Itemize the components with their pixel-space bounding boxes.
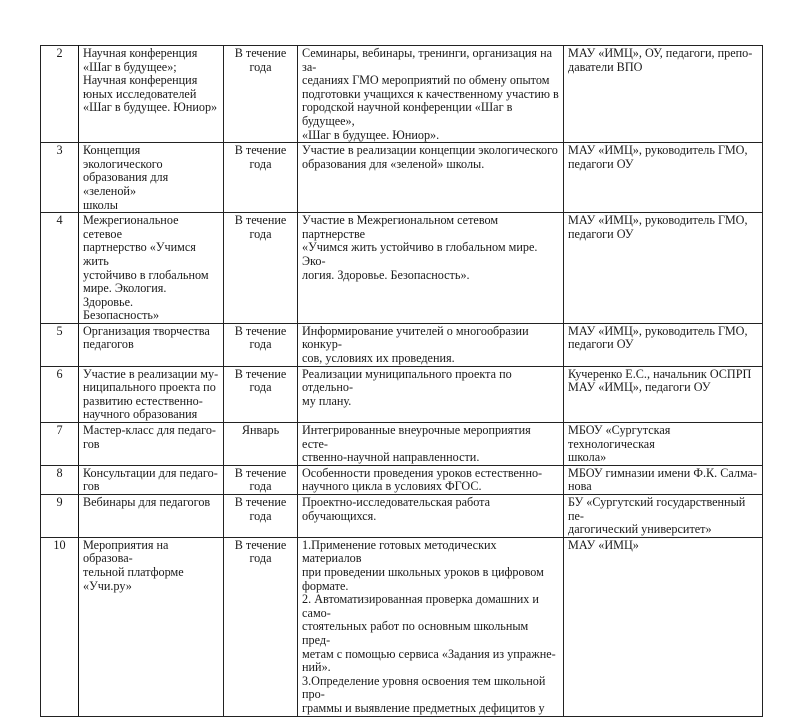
responsible-party: МАУ «ИМЦ» [564,537,763,716]
event-period: В течение года [224,143,298,213]
table-row [41,143,763,213]
table-row [41,213,763,324]
responsible-party: МАУ «ИМЦ», руководитель ГМО, педагоги ОУ [564,323,763,366]
row-number: 10 [41,537,79,716]
event-period: Январь [224,423,298,466]
event-content: Участие в реализации концепции экологического образования для «зеленой» школы. [298,143,564,213]
row-number: 8 [41,465,79,494]
event-period: В течение года [224,323,298,366]
event-content: Участие в Межрегиональном сетевом партнерстве «Учимся жить устойчиво в глобальном мире. Эко- логия. Здоровье. Безопасность». [298,213,564,324]
event-name: Вебинары для педагогов [79,495,224,538]
row-number: 2 [41,46,79,143]
responsible-party: МБОУ «Сургутская технологическая школа» [564,423,763,466]
events-table [40,45,763,717]
table-row [41,366,763,422]
event-content: Семинары, вебинары, тренинги, организация на за- седаниях ГМО мероприятий по обмену опытом подготовки учащихся к качественному участию в городской научной конференции «Шаг в будущее», «Шаг в будущее. Юниор». [298,46,564,143]
row-number: 3 [41,143,79,213]
responsible-party: МАУ «ИМЦ», руководитель ГМО, педагоги ОУ [564,213,763,324]
table-row [41,323,763,366]
table-row [41,465,763,494]
responsible-party: МАУ «ИМЦ», ОУ, педагоги, препо- даватели ВПО [564,46,763,143]
event-name: Межрегиональное сетевое партнерство «Учимся жить устойчиво в глобальном мире. Экология. Здоровье. Безопасность» [79,213,224,324]
event-content: 1.Применение готовых методических материалов при проведении школьных уроков в цифровом формате. 2. Автоматизированная проверка домашних и само- стоятельных работ по основным школьным пред- метам с помощью сервиса «Задания из упражне- ний». 3.Определение уровня освоения тем школьной про- граммы и выявление предметных дефицитов у [298,537,564,716]
responsible-party: БУ «Сургутский государственный пе- дагогический университет» [564,495,763,538]
event-content: Информирование учителей о многообразии конкур- сов, условиях их проведения. [298,323,564,366]
row-number: 9 [41,495,79,538]
event-name: Мероприятия на образова- тельной платформе «Учи.ру» [79,537,224,716]
event-content: Особенности проведения уроков естественно- научного цикла в условиях ФГОС. [298,465,564,494]
event-name: Организация творчества педагогов [79,323,224,366]
table-row [41,423,763,466]
row-number: 4 [41,213,79,324]
table-row [41,495,763,538]
row-number: 5 [41,323,79,366]
row-number: 6 [41,366,79,422]
row-number: 7 [41,423,79,466]
event-period: В течение года [224,46,298,143]
responsible-party: МАУ «ИМЦ», руководитель ГМО, педагоги ОУ [564,143,763,213]
event-period: В течение года [224,465,298,494]
event-period: В течение года [224,537,298,716]
event-content: Проектно-исследовательская работа обучающихся. [298,495,564,538]
event-content: Интегрированные внеурочные мероприятия есте- ственно-научной направленности. [298,423,564,466]
responsible-party: МБОУ гимназии имени Ф.К. Салма- нова [564,465,763,494]
table-row [41,46,763,143]
event-period: В течение года [224,213,298,324]
event-name: Участие в реализации му- ниципального проекта по развитию естественно- научного образования [79,366,224,422]
table-row [41,537,763,716]
event-name: Научная конференция «Шаг в будущее»; Научная конференция юных исследователей «Шаг в будущее. Юниор» [79,46,224,143]
event-period: В течение года [224,366,298,422]
event-name: Концепция экологического образования для «зеленой» школы [79,143,224,213]
responsible-party: Кучеренко Е.С., начальник ОСПРП МАУ «ИМЦ», педагоги ОУ [564,366,763,422]
event-name: Консультации для педаго- гов [79,465,224,494]
event-content: Реализации муниципального проекта по отдельно- му плану. [298,366,564,422]
event-period: В течение года [224,495,298,538]
event-name: Мастер-класс для педаго- гов [79,423,224,466]
